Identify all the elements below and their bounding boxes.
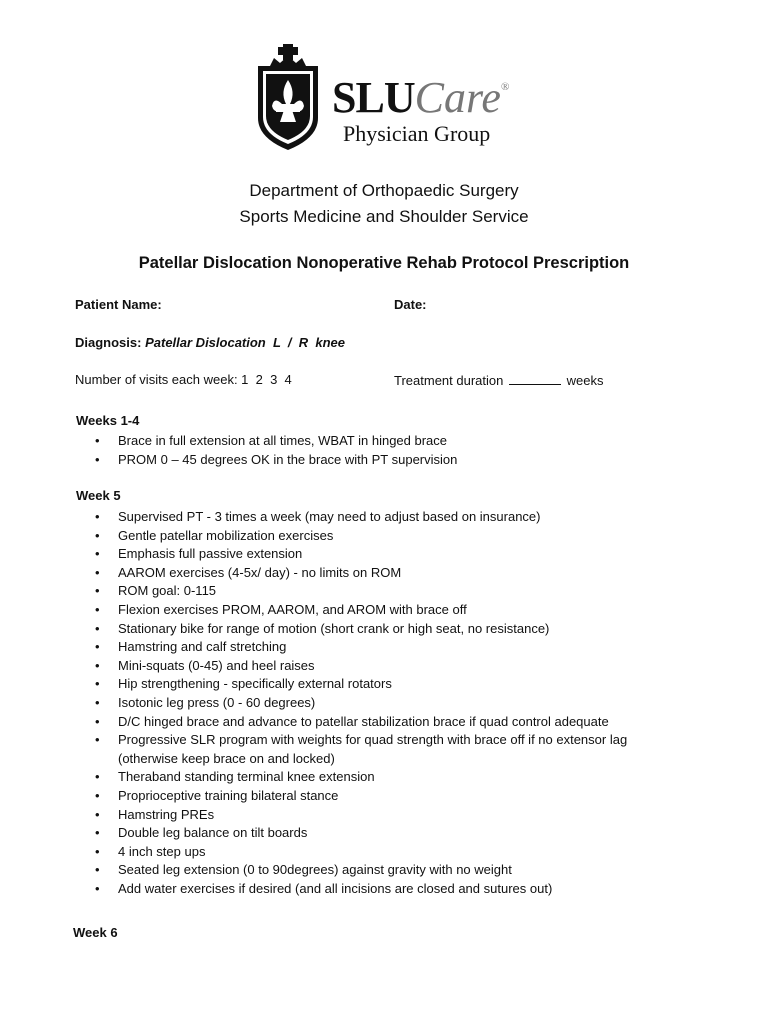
list-item-text: Add water exercises if desired (and all incisions are closed and sutures out) — [118, 880, 553, 896]
bullet-icon: • — [95, 713, 100, 729]
list-item-text: Proprioceptive training bilateral stance — [118, 787, 339, 803]
list-item — [0, 432, 638, 451]
patient-name-label: Patient Name: — [75, 297, 162, 312]
list-item-text: Stationary bike for range of motion (short crank or high seat, no resistance) — [118, 620, 550, 636]
bullet-icon: • — [95, 527, 100, 543]
list-item-text: 4 inch step ups — [118, 843, 206, 859]
list-item-text: Hamstring PREs — [118, 806, 215, 822]
registered-mark: ® — [500, 81, 509, 93]
diagnosis-label: Diagnosis: — [75, 335, 142, 350]
list-item-text: Supervised PT - 3 times a week (may need to adjust based on insurance) — [118, 509, 541, 524]
list-item-text: Mini-squats (0-45) and heel raises — [118, 657, 315, 673]
service-heading: Sports Medicine and Shoulder Service — [239, 207, 529, 226]
list-item — [0, 564, 638, 583]
brand-care: Care — [414, 73, 501, 122]
brand-wordmark — [332, 73, 509, 122]
list-item-text: Gentle patellar mobilization exercises — [118, 527, 334, 543]
list-item — [0, 824, 638, 843]
list-item-text: Double leg balance on tilt boards — [118, 825, 308, 841]
diagnosis-value: Patellar Dislocation L / R knee — [145, 335, 345, 350]
list-item — [0, 880, 638, 899]
list-item — [0, 601, 638, 620]
list-item — [0, 582, 638, 601]
list-item — [0, 843, 638, 862]
list-item — [0, 508, 638, 527]
bullet-icon: • — [95, 880, 100, 896]
list-item — [0, 713, 638, 732]
bullet-icon: • — [95, 639, 100, 655]
list-item-text: Flexion exercises PROM, AAROM, and AROM with brace off — [118, 601, 467, 617]
week-6-heading: Week 6 — [73, 925, 118, 940]
bullet-icon: • — [95, 862, 100, 878]
date-label: Date: — [394, 297, 427, 312]
bullet-icon: • — [95, 564, 100, 580]
list-item-text: Brace in full extension at all times, WBAT in hinged brace — [118, 433, 448, 448]
list-item-text: Hamstring and calf stretching — [118, 639, 287, 655]
list-item-text: ROM goal: 0-115 — [118, 583, 217, 599]
list-item — [0, 545, 638, 564]
week-5-list — [0, 508, 638, 898]
bullet-icon: • — [95, 676, 100, 692]
brand-slu: SLU — [332, 73, 415, 122]
bullet-icon: • — [95, 657, 100, 673]
bullet-icon: • — [95, 732, 100, 748]
bullet-icon: • — [95, 694, 100, 710]
duration-blank — [509, 373, 561, 385]
treatment-duration — [394, 373, 603, 387]
list-item — [0, 638, 638, 657]
bullet-icon: • — [95, 546, 100, 562]
bullet-icon: • — [95, 843, 100, 859]
list-item — [0, 620, 638, 639]
bullet-icon: • — [95, 583, 100, 599]
list-item — [0, 806, 638, 825]
weeks-1-4-list — [0, 432, 638, 469]
weeks-1-4-heading: Weeks 1-4 — [76, 413, 140, 428]
sslu-shield-logo-icon — [256, 44, 320, 152]
department-heading: Department of Orthopaedic Surgery — [249, 181, 519, 200]
duration-unit: weeks — [566, 373, 604, 388]
list-item — [0, 527, 638, 546]
list-item — [0, 787, 638, 806]
list-item-text: Hip strengthening - specifically external rotators — [118, 676, 392, 692]
list-item — [0, 657, 638, 676]
brand-subtitle: Physician Group — [343, 121, 491, 146]
list-item-text: Seated leg extension (0 to 90degrees) against gravity with no weight — [118, 862, 512, 878]
bullet-icon: • — [95, 787, 100, 803]
list-item-text: Isotonic leg press (0 - 60 degrees) — [118, 694, 316, 710]
list-item — [0, 731, 638, 768]
visits-per-week: Number of visits each week: 1 2 3 4 — [75, 372, 292, 387]
document-title: Patellar Dislocation Nonoperative Rehab Protocol Prescription — [138, 254, 630, 272]
list-item — [0, 768, 638, 787]
duration-label: Treatment duration — [394, 373, 504, 388]
bullet-icon: • — [95, 769, 100, 785]
week-5-heading: Week 5 — [76, 488, 121, 503]
list-item-text: D/C hinged brace and advance to patellar stabilization brace if quad control adequate — [118, 713, 609, 729]
list-item — [0, 675, 638, 694]
bullet-icon: • — [95, 806, 100, 822]
bullet-icon: • — [95, 451, 100, 467]
list-item-text: Theraband standing terminal knee extension — [118, 769, 375, 785]
list-item — [0, 451, 638, 470]
list-item-text: AAROM exercises (4-5x/ day) - no limits on ROM — [118, 564, 402, 580]
list-item-text: Progressive SLR program with weights for quad strength with brace off if no extensor lag (otherwise keep brace on and locked) — [118, 732, 628, 766]
list-item — [0, 694, 638, 713]
diagnosis-line — [75, 336, 345, 349]
bullet-icon: • — [95, 620, 100, 636]
list-item — [0, 861, 638, 880]
bullet-icon: • — [95, 601, 100, 617]
list-item-text: PROM 0 – 45 degrees OK in the brace with PT supervision — [118, 451, 458, 467]
bullet-icon: • — [95, 825, 100, 841]
list-item-text: Emphasis full passive extension — [118, 546, 303, 562]
bullet-icon: • — [95, 433, 100, 448]
bullet-icon: • — [95, 509, 100, 524]
